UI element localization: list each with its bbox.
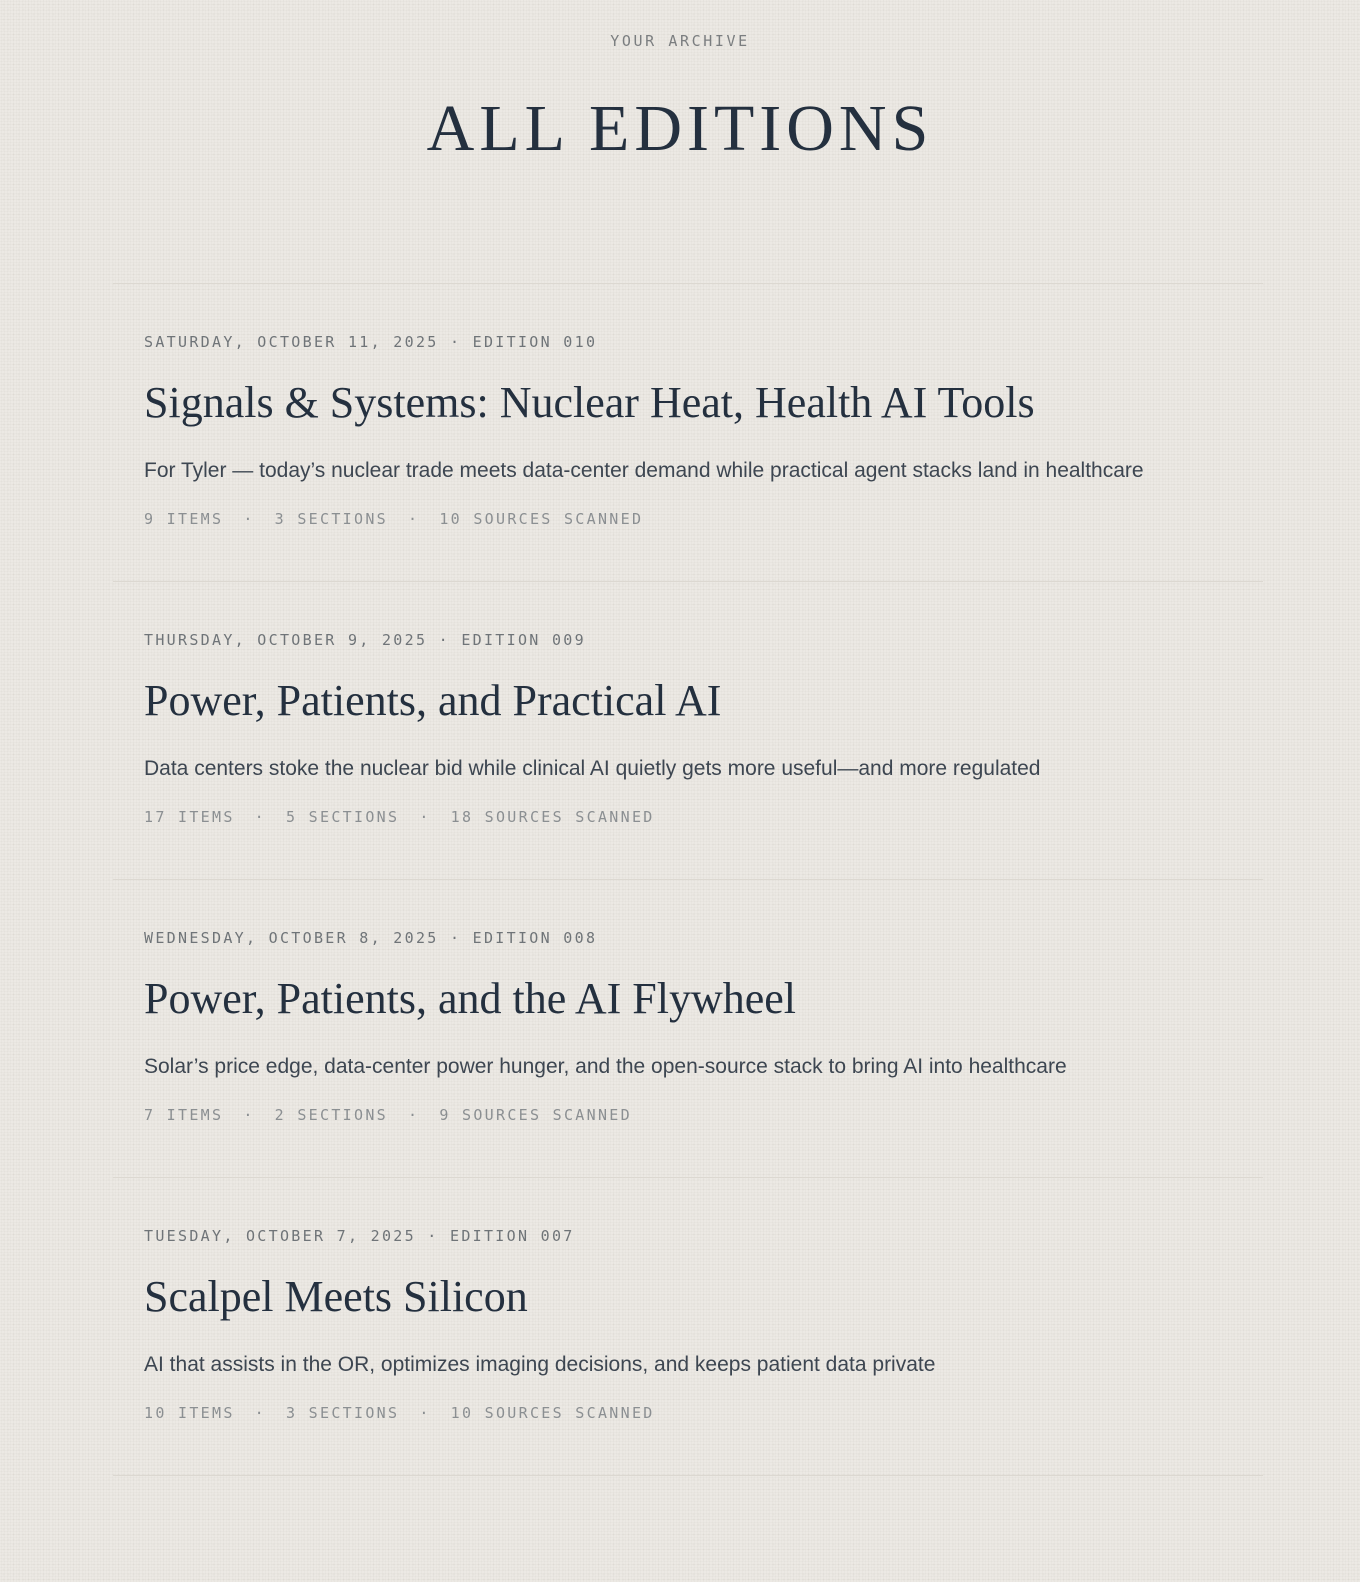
edition-title[interactable]: Power, Patients, and the AI Flywheel (144, 974, 797, 1023)
edition-meta (144, 284, 1233, 352)
edition-date: WEDNESDAY, OCTOBER 8, 2025 (144, 929, 439, 947)
meta-separator: · (449, 929, 462, 947)
edition-title[interactable]: Scalpel Meets Silicon (144, 1272, 528, 1321)
sections-count: 2 SECTIONS (274, 1106, 388, 1124)
items-count: 9 ITEMS (144, 510, 224, 528)
edition-meta (144, 1178, 1233, 1246)
sections-count: 3 SECTIONS (274, 510, 388, 528)
sources-count: 10 SOURCES SCANNED (450, 1404, 655, 1422)
page-title: ALL EDITIONS (426, 92, 934, 165)
sections-count: 3 SECTIONS (286, 1404, 400, 1422)
stats-separator: · (407, 1106, 420, 1124)
sections-count: 5 SECTIONS (286, 808, 400, 826)
edition-meta (144, 582, 1233, 650)
stats-separator: · (254, 808, 266, 826)
sources-count: 10 SOURCES SCANNED (439, 510, 644, 528)
stats-separator: · (419, 808, 431, 826)
meta-separator: · (427, 1227, 439, 1245)
edition-number: EDITION 008 (472, 929, 598, 947)
edition-card-007[interactable] (113, 1177, 1263, 1476)
edition-summary: Solar’s price edge, data-center power hunger, and the open-source stack to bring AI into healthcare (144, 1055, 1067, 1078)
sources-count: 9 SOURCES SCANNED (439, 1106, 632, 1124)
stats-separator: · (243, 510, 255, 528)
edition-stats (144, 807, 1233, 879)
edition-number: EDITION 007 (449, 1227, 575, 1245)
edition-title[interactable]: Signals & Systems: Nuclear Heat, Health AI Tools (144, 378, 1035, 427)
edition-number: EDITION 009 (461, 631, 586, 649)
edition-meta (144, 880, 1233, 948)
edition-card-009[interactable] (113, 581, 1263, 879)
edition-stats (144, 1403, 1233, 1475)
edition-date: TUESDAY, OCTOBER 7, 2025 (144, 1227, 416, 1245)
stats-separator: · (419, 1404, 431, 1422)
sources-count: 18 SOURCES SCANNED (450, 808, 655, 826)
edition-stats (144, 1105, 1233, 1177)
edition-summary: Data centers stoke the nuclear bid while clinical AI quietly gets more useful—and more regulated (144, 757, 1041, 780)
edition-stats (144, 509, 1233, 581)
stats-separator: · (243, 1106, 255, 1124)
editions-list (113, 283, 1263, 1476)
meta-separator: · (438, 631, 450, 649)
stats-separator: · (407, 510, 420, 528)
edition-card-010[interactable] (113, 283, 1263, 581)
page-header (0, 0, 1360, 169)
edition-summary: For Tyler — today’s nuclear trade meets data-center demand while practical agent stacks land in healthcare (144, 459, 1144, 482)
items-count: 10 ITEMS (144, 1404, 235, 1422)
edition-number: EDITION 010 (472, 333, 598, 351)
edition-date: THURSDAY, OCTOBER 9, 2025 (144, 631, 428, 649)
edition-date: SATURDAY, OCTOBER 11, 2025 (144, 333, 439, 351)
items-count: 7 ITEMS (144, 1106, 224, 1124)
edition-summary: AI that assists in the OR, optimizes imaging decisions, and keeps patient data private (144, 1353, 936, 1376)
archive-eyebrow: YOUR ARCHIVE (610, 32, 750, 50)
items-count: 17 ITEMS (144, 808, 235, 826)
meta-separator: · (449, 333, 462, 351)
edition-card-008[interactable] (113, 879, 1263, 1177)
edition-title[interactable]: Power, Patients, and Practical AI (144, 676, 722, 725)
stats-separator: · (254, 1404, 266, 1422)
